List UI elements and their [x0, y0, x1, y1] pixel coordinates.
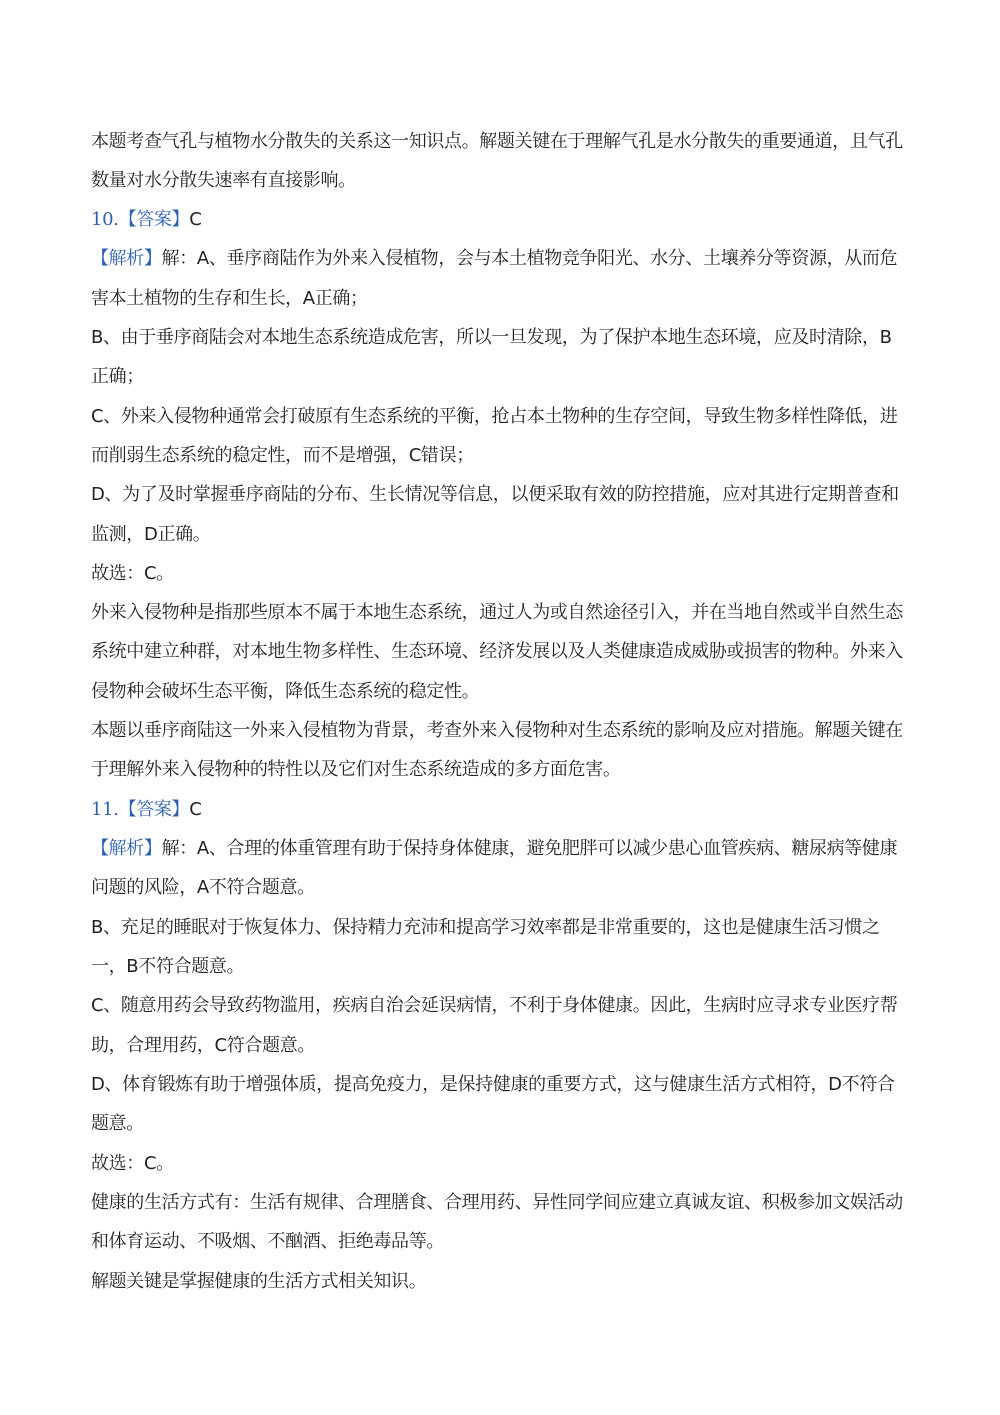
q11-text: B、充足的睡眠对于恢复体力、保持精力充沛和提高学习效率都是非常重要的，这也是健康生活习惯之 [91, 917, 880, 938]
q11-text: 解题关键是掌握健康的生活方式相关知识。 [91, 1271, 427, 1292]
q11-text: 问题的风险，A不符合题意。 [91, 877, 315, 898]
q10-text: B、由于垂序商陆会对本地生态系统造成危害，所以一旦发现，为了保护本地生态环境，应及时清除，B [91, 327, 892, 348]
intro-line: 本题考查气孔与植物水分散失的关系这一知识点。解题关键在于理解气孔是水分散失的重要通道，且气孔 [91, 131, 903, 152]
q11-text: 健康的生活方式有：生活有规律、合理膳食、合理用药、异性同学间应建立真诚友谊、积极参加文娱活动 [91, 1192, 903, 1213]
q11-text: 一，B不符合题意。 [91, 956, 245, 977]
q10-text: 故选：C。 [91, 563, 174, 584]
q10-text: C、外来入侵物种通常会打破原有生态系统的平衡，抢占本土物种的生存空间，导致生物多样性降低，进 [91, 406, 898, 427]
q10-analysis-line [91, 247, 911, 271]
q11-analysis-line [91, 837, 911, 861]
q10-number: 10. [91, 209, 119, 230]
q10-text: 系统中建立种群，对本地生物多样性、生态环境、经济发展以及人类健康造成威胁或损害的物种。外来入 [91, 641, 903, 662]
q11-analysis-tag: 【解析】 [91, 838, 162, 859]
q11-number: 11. [91, 799, 119, 820]
q11-text: C、随意用药会导致药物滥用，疾病自治会延误病情，不利于身体健康。因此，生病时应寻求专业医疗帮 [91, 995, 898, 1016]
q11-answer-line [91, 798, 911, 822]
q10-text: 而削弱生态系统的稳定性，而不是增强，C错误； [91, 445, 474, 466]
q11-answer-tag: 【答案】 [118, 799, 190, 820]
intro-line: 数量对水分散失速率有直接影响。 [91, 170, 356, 191]
q10-answer-line [91, 208, 911, 232]
q10-analysis-tag: 【解析】 [91, 248, 162, 269]
q10-text: 害本土植物的生存和生长，A正确； [91, 288, 368, 309]
q11-text: 故选：C。 [91, 1153, 174, 1174]
q10-text: 外来入侵物种是指那些原本不属于本地生态系统，通过人为或自然途径引入，并在当地自然或半自然生态 [91, 602, 903, 623]
q10-answer: C [189, 209, 202, 230]
q11-answer: C [189, 799, 202, 820]
q11-text: 和体育运动、不吸烟、不酗酒、拒绝毒品等。 [91, 1231, 444, 1252]
q11-text: D、体育锻炼有助于增强体质，提高免疫力，是保持健康的重要方式，这与健康生活方式相符，D不符合 [91, 1074, 895, 1095]
q10-text: 于理解外来入侵物种的特性以及它们对生态系统造成的多方面危害。 [91, 759, 621, 780]
q10-text: 侵物种会破坏生态平衡，降低生态系统的稳定性。 [91, 681, 480, 702]
q11-text: 助，合理用药，C符合题意。 [91, 1035, 316, 1056]
q10-text: 解：A、垂序商陆作为外来入侵植物，会与本土植物竞争阳光、水分、土壤养分等资源，从而危 [161, 248, 898, 269]
q10-answer-tag: 【答案】 [118, 209, 190, 230]
q11-text: 解：A、合理的体重管理有助于保持身体健康，避免肥胖可以减少患心血管疾病、糖尿病等健康 [161, 838, 898, 859]
q10-text: 监测，D正确。 [91, 524, 211, 545]
q11-text: 题意。 [91, 1113, 144, 1134]
q10-text: 正确； [91, 366, 144, 387]
q10-text: D、为了及时掌握垂序商陆的分布、生长情况等信息，以便采取有效的防控措施，应对其进行定期普查和 [91, 484, 899, 505]
q10-text: 本题以垂序商陆这一外来入侵植物为背景，考查外来入侵物种对生态系统的影响及应对措施。解题关键在 [91, 720, 903, 741]
